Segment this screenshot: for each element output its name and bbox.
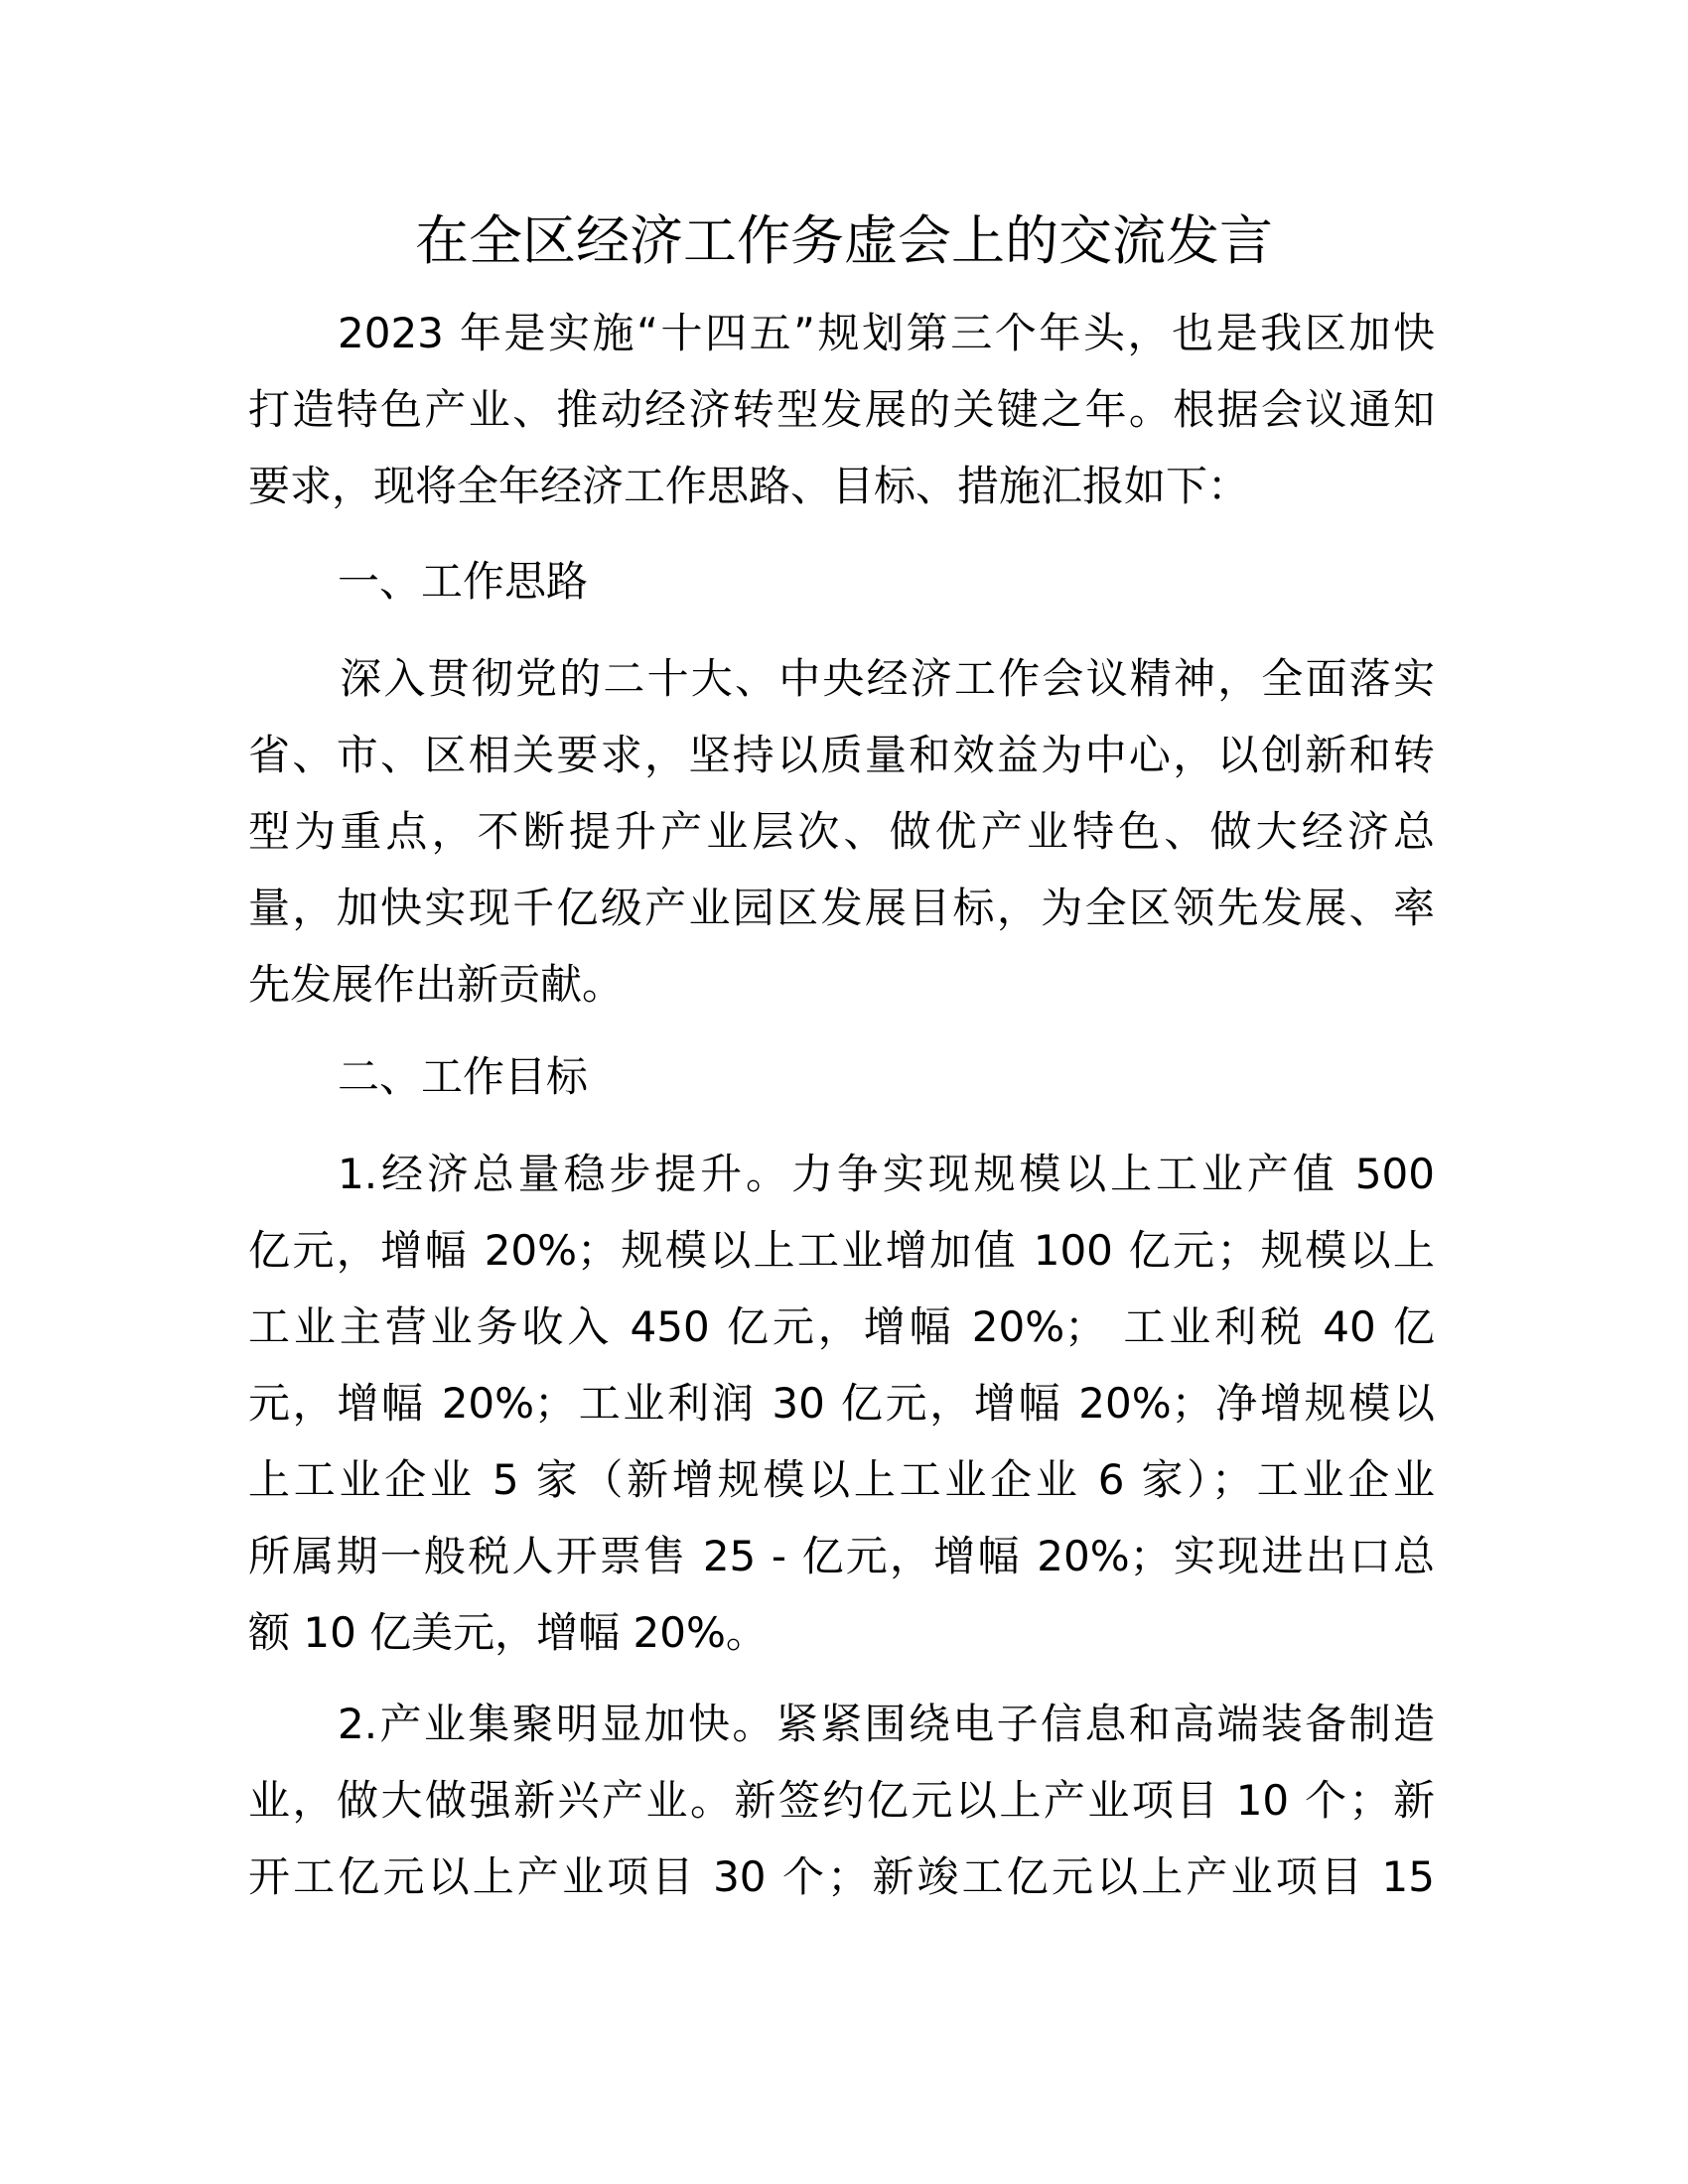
section-heading-approach — [248, 543, 1435, 619]
text-line: 打造特色产业、推动经济转型发展的关键之年。根据会议通知 — [248, 385, 1435, 434]
text-line: 2023 年是实施“十四五”规划第三个年头，也是我区加快 — [338, 309, 1435, 357]
document-title: 在全区经济工作务虚会上的交流发言 — [415, 209, 1273, 272]
text-line: 额 10 亿美元，增幅 20%。 — [248, 1608, 768, 1657]
text-line: 省、市、区相关要求，坚持以质量和效益为中心，以创新和转 — [248, 731, 1435, 779]
text-line: 工业主营业务收入 450 亿元，增幅 20%； 工业利税 40 亿 — [248, 1302, 1435, 1351]
text-line: 量，加快实现千亿级产业园区发展目标，为全区领先发展、率 — [248, 884, 1435, 932]
text-line: 二、工作目标 — [338, 1052, 589, 1101]
text-line: 上工业企业 5 家（新增规模以上工业企业 6 家）；工业企业 — [248, 1455, 1435, 1504]
text-line: 要求，现将全年经济工作思路、目标、措施汇报如下： — [248, 462, 1250, 510]
text-line: 亿元，增幅 20%；规模以上工业增加值 100 亿元；规模以上 — [248, 1226, 1435, 1275]
paragraph-approach — [248, 640, 1435, 1023]
text-line: 业，做大做强新兴产业。新签约亿元以上产业项目 10 个；新 — [248, 1776, 1435, 1825]
text-line: 所属期一般税人开票售 25 - 亿元，增幅 20%；实现进出口总 — [248, 1532, 1435, 1580]
section-heading-goals — [248, 1038, 1435, 1115]
text-line: 元，增幅 20%；工业利润 30 亿元，增幅 20%；净增规模以 — [248, 1379, 1435, 1428]
text-line: 1.经济总量稳步提升。力争实现规模以上工业产值 500 — [338, 1150, 1435, 1198]
text-line: 型为重点，不断提升产业层次、做优产业特色、做大经济总 — [248, 807, 1435, 856]
paragraph-goal-2 — [248, 1686, 1435, 1915]
text-line: 一、工作思路 — [338, 557, 589, 606]
text-line: 先发展作出新贡献。 — [248, 960, 625, 1009]
text-line: 深入贯彻党的二十大、中央经济工作会议精神，全面落实 — [338, 654, 1435, 703]
text-line: 2.产业集聚明显加快。紧紧围绕电子信息和高端装备制造 — [338, 1700, 1435, 1748]
paragraph-goal-1 — [248, 1136, 1435, 1671]
text-line: 开工亿元以上产业项目 30 个；新竣工亿元以上产业项目 15 — [248, 1852, 1435, 1901]
paragraph-intro — [248, 295, 1435, 524]
